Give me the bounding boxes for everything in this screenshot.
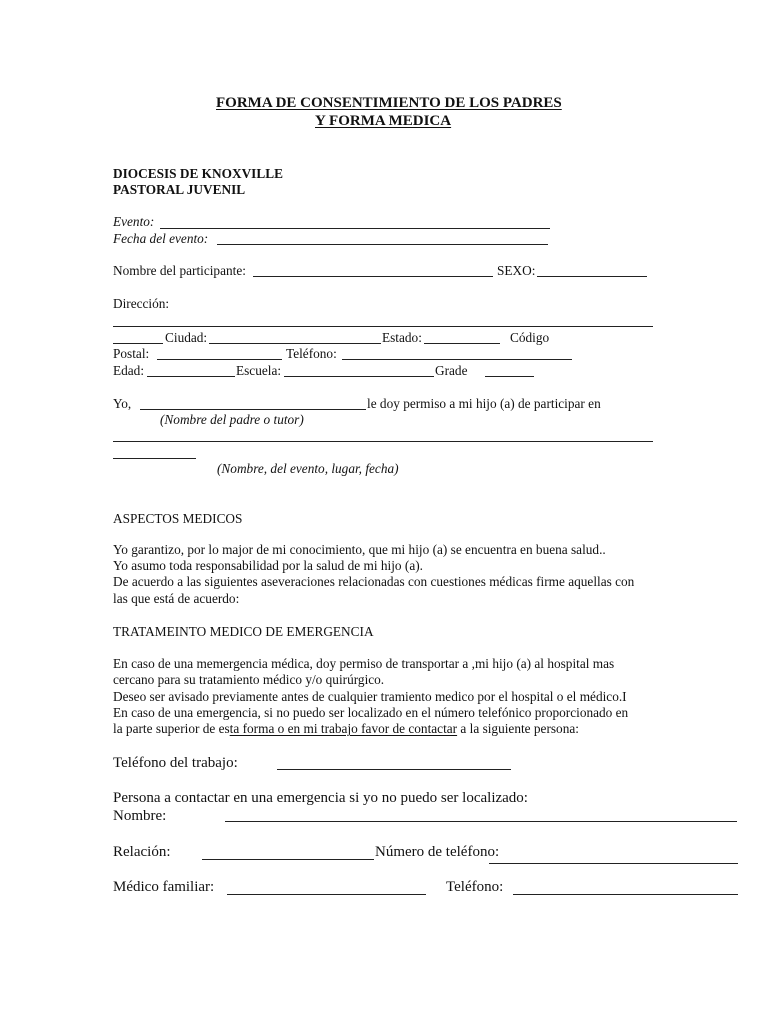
- medical-statement-1: Yo garantizo, por lo major de mi conocimiento, que mi hijo (a) se encuentra en buena salud..: [113, 542, 606, 557]
- escuela-label: Escuela:: [236, 363, 282, 378]
- evento-label: Evento:: [113, 214, 155, 229]
- grade-field[interactable]: [485, 376, 534, 377]
- telefono-medico-field[interactable]: [513, 894, 738, 895]
- fecha-field[interactable]: [217, 244, 548, 245]
- telefono-trabajo-field[interactable]: [277, 769, 511, 770]
- emergency-text-5: [113, 722, 579, 735]
- medical-statement-3-cont: las que está de acuerdo:: [113, 591, 240, 606]
- fecha-label: Fecha del evento:: [113, 231, 209, 246]
- postal-label: Postal:: [113, 346, 150, 361]
- ciudad-label: Ciudad:: [165, 330, 208, 345]
- medical-statement-3: De acuerdo a las siguientes aseveraciones relacionadas con cuestiones médicas firme aquellas con: [113, 574, 635, 589]
- evento-detalle-field[interactable]: [113, 441, 653, 442]
- numero-telefono-label: Número de teléfono:: [375, 844, 500, 860]
- emergency-text-1: En caso de una memergencia médica, doy permiso de transportar a ,mi hijo (a) al hospital mas: [113, 656, 615, 671]
- evento-field[interactable]: [160, 228, 550, 229]
- edad-label: Edad:: [113, 363, 145, 378]
- escuela-field[interactable]: [284, 376, 434, 377]
- evento-detalle-cont-field[interactable]: [113, 458, 196, 459]
- nombre-contacto-label: Nombre:: [113, 808, 167, 824]
- edad-field[interactable]: [147, 376, 235, 377]
- tratamiento-heading: TRATAMEINTO MEDICO DE EMERGENCIA: [113, 624, 374, 639]
- form-title-line1: FORMA DE CONSENTIMIENTO DE LOS PADRES: [216, 95, 562, 111]
- persona-contactar-label: Persona a contactar en una emergencia si yo no puedo ser localizado:: [113, 790, 528, 806]
- emergency-text-2: cercano para su tratamiento médico y/o quirúrgico.: [113, 672, 385, 687]
- emergency-text-3: Deseo ser avisado previamente antes de cualquier tramiento medico por el hospital o el médico.I: [113, 689, 627, 704]
- codigo-label: Código: [510, 330, 550, 345]
- org-name: DIOCESIS DE KNOXVILLE: [113, 166, 283, 181]
- org-department: PASTORAL JUVENIL: [113, 182, 246, 197]
- telefono-trabajo-label: Teléfono del trabajo:: [113, 755, 238, 771]
- ciudad-field[interactable]: [209, 343, 381, 344]
- estado-label: Estado:: [382, 330, 422, 345]
- yo-label: Yo,: [113, 396, 132, 411]
- nombre-padre-field[interactable]: [140, 409, 366, 410]
- telefono-medico-label: Teléfono:: [446, 879, 504, 895]
- grade-label: Grade: [435, 363, 468, 378]
- direccion-label: Dirección:: [113, 296, 170, 311]
- medico-familiar-label: Médico familiar:: [113, 879, 215, 895]
- postal-field[interactable]: [157, 359, 282, 360]
- emergency-text-5a: la parte superior de es: [113, 721, 230, 736]
- nombre-contacto-field[interactable]: [225, 821, 737, 822]
- direccion-field[interactable]: [113, 326, 653, 327]
- aspectos-medicos-heading: ASPECTOS MEDICOS: [113, 511, 243, 526]
- estado-field[interactable]: [424, 343, 500, 344]
- nombre-participante-label: Nombre del participante:: [113, 263, 246, 278]
- nombre-participante-field[interactable]: [253, 276, 493, 277]
- relacion-field[interactable]: [202, 859, 374, 860]
- medico-familiar-field[interactable]: [227, 894, 426, 895]
- emergency-text-5c: a la siguiente persona:: [457, 721, 579, 736]
- sexo-field[interactable]: [537, 276, 647, 277]
- relacion-label: Relación:: [113, 844, 171, 860]
- medical-statement-2: Yo asumo toda responsabilidad por la salud de mi hijo (a).: [113, 558, 423, 573]
- doy-permiso-text: le doy permiso a mi hijo (a) de participar en: [367, 396, 601, 411]
- nombre-padre-hint: (Nombre del padre o tutor): [160, 412, 304, 427]
- sexo-label: SEXO:: [497, 263, 536, 278]
- telefono-field[interactable]: [342, 359, 572, 360]
- direccion-cont-field[interactable]: [113, 343, 163, 344]
- nombre-evento-hint: (Nombre, del evento, lugar, fecha): [217, 461, 399, 476]
- emergency-text-4: En caso de una emergencia, si no puedo ser localizado en el número telefónico proporcionado en: [113, 705, 629, 720]
- numero-telefono-field[interactable]: [489, 863, 738, 864]
- emergency-text-5b: ta forma o en mi trabajo favor de contactar: [229, 721, 458, 736]
- telefono-label: Teléfono:: [286, 346, 337, 361]
- form-title-line2: Y FORMA MEDICA: [315, 113, 452, 129]
